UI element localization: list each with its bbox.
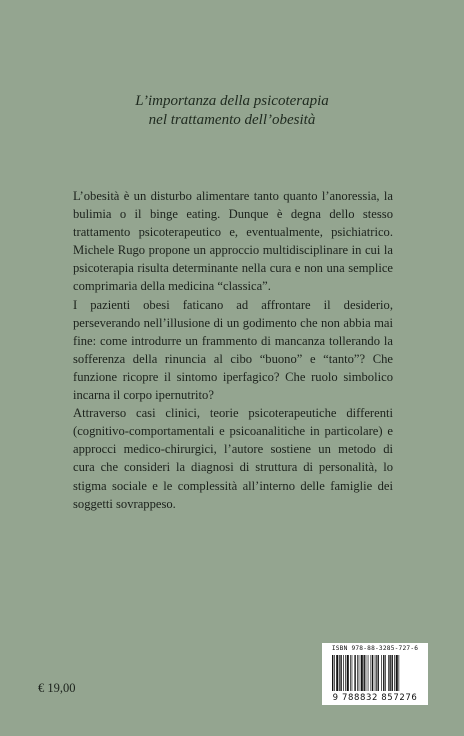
book-subtitle — [0, 92, 464, 130]
price-label: € 19,00 — [38, 681, 76, 695]
barcode-digits: 9 788832 857276 — [332, 693, 418, 703]
isbn-label: ISBN 978-88-3285-727-6 — [331, 645, 419, 652]
blurb-paragraph-1: L’obesità è un disturbo alimentare tanto quanto l’anoressia, la bulimia o il binge eating. Dunque è degna dello stesso trattamento psicoterapeutico e, eventualmente, psichiatrico. Michele Rugo propone un approccio multidisciplinare in cui la psicoterapia risulta determinante nella cura e non una semplice comprimaria della medicina “classica”. — [73, 189, 393, 294]
subtitle-line-1: L’importanza della psicoterapia — [135, 93, 329, 109]
isbn-barcode-block — [322, 643, 428, 705]
blurb-paragraph-3: Attraverso casi clinici, teorie psicoterapeutiche differenti (cognitivo-comportamentali e psicoanalitiche in particolare) e approcci medico-chirurgici, l’autore sostiene un metodo di cura che consideri la diagnosi di struttura di personalità, lo stigma sociale e le complessità all’interno delle famiglie dei soggetti sovrappeso. — [73, 406, 393, 511]
blurb-text — [73, 187, 393, 513]
barcode-image — [330, 655, 420, 693]
blurb-paragraph-2: I pazienti obesi faticano ad affrontare il desiderio, perseverando nell’illusione di un godimento che non abbia mai fine: come introdurre un frammento di mancanza tollerando la sofferenza della rinuncia al cibo “buono” e “tanto”? Che funzione ricopre il sintomo iperfagico? Che ruolo simbolico incarna il corpo ipernutrito? — [73, 297, 393, 403]
subtitle-line-2: nel trattamento dell’obesità — [148, 112, 316, 128]
